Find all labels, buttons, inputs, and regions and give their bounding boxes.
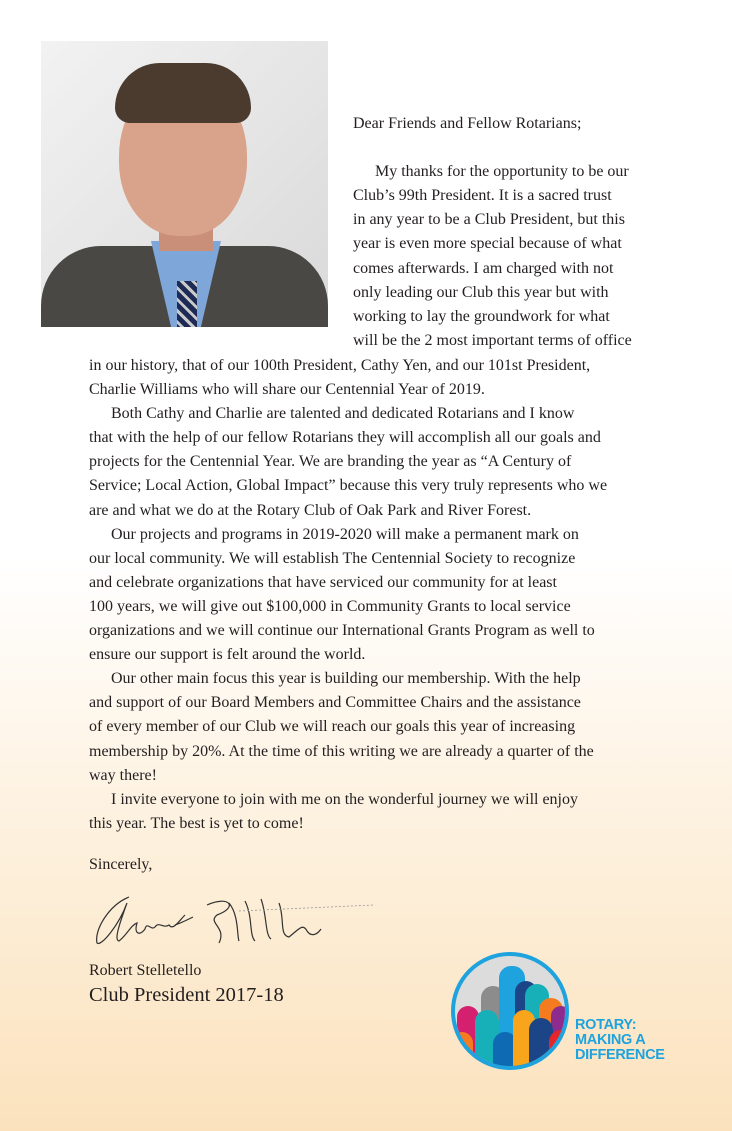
letter-line: Club’s 99th President. It is a sacred trust: [353, 187, 612, 205]
letter-line: way there!: [89, 766, 157, 784]
signature: [89, 885, 379, 955]
president-photo: [41, 41, 328, 327]
logo-line: ROTARY:: [575, 1017, 637, 1033]
letter-line: will be the 2 most important terms of office: [353, 331, 632, 349]
letter-line: Both Cathy and Charlie are talented and dedicated Rotarians and I know: [111, 405, 575, 423]
letter-body: [89, 354, 607, 836]
logo-tagline: [575, 1018, 665, 1063]
greeting: Dear Friends and Fellow Rotarians;: [353, 115, 582, 132]
letter-line: projects for the Centennial Year. We are branding the year as “A Century of: [89, 453, 572, 471]
letter-line: and support of our Board Members and Committee Chairs and the assistance: [89, 694, 581, 712]
letter-line: working to lay the groundwork for what: [353, 307, 610, 325]
letter-line: Charlie Williams who will share our Centennial Year of 2019.: [89, 381, 485, 399]
letter-line: 100 years, we will give out $100,000 in Community Grants to local service: [89, 597, 571, 615]
letter-line: I invite everyone to join with me on the wonderful journey we will enjoy: [111, 790, 578, 808]
letter-line: comes afterwards. I am charged with not: [353, 259, 614, 277]
letter-line: this year. The best is yet to come!: [89, 814, 304, 832]
letter-intro: [353, 112, 632, 353]
letter-line: membership by 20%. At the time of this writing we are already a quarter of the: [89, 742, 594, 760]
signer-title: Club President 2017-18: [89, 984, 284, 1006]
letter-line: ensure our support is felt around the world.: [89, 646, 366, 664]
letter-line: and celebrate organizations that have serviced our community for at least: [89, 573, 557, 591]
logo-line: DIFFERENCE: [575, 1047, 665, 1063]
letter-line: in our history, that of our 100th President, Cathy Yen, and our 101st President,: [89, 357, 591, 374]
closing: Sincerely,: [89, 856, 153, 873]
letter-line: our local community. We will establish The Centennial Society to recognize: [89, 549, 576, 567]
letter-line: Service; Local Action, Global Impact” because this very truly represents who we: [89, 477, 608, 495]
letter-line: of every member of our Club we will reach our goals this year of increasing: [89, 718, 576, 736]
letter-line: in any year to be a Club President, but this: [353, 211, 625, 229]
rotary-logo-icon: [451, 952, 569, 1070]
letter-line: My thanks for the opportunity to be our: [375, 163, 629, 181]
letter-line: only leading our Club this year but with: [353, 283, 609, 301]
letter-line: year is even more special because of what: [353, 235, 622, 253]
letter-line: organizations and we will continue our International Grants Program as well to: [89, 622, 595, 640]
signer-name: Robert Stelletello: [89, 962, 202, 979]
letter-line: that with the help of our fellow Rotarians they will accomplish all our goals and: [89, 429, 601, 447]
letter-line: Our projects and programs in 2019-2020 will make a permanent mark on: [111, 525, 579, 543]
letter-line: Our other main focus this year is building our membership. With the help: [111, 670, 581, 688]
letter-line: are and what we do at the Rotary Club of Oak Park and River Forest.: [89, 501, 532, 519]
logo-line: MAKING A: [575, 1032, 646, 1048]
